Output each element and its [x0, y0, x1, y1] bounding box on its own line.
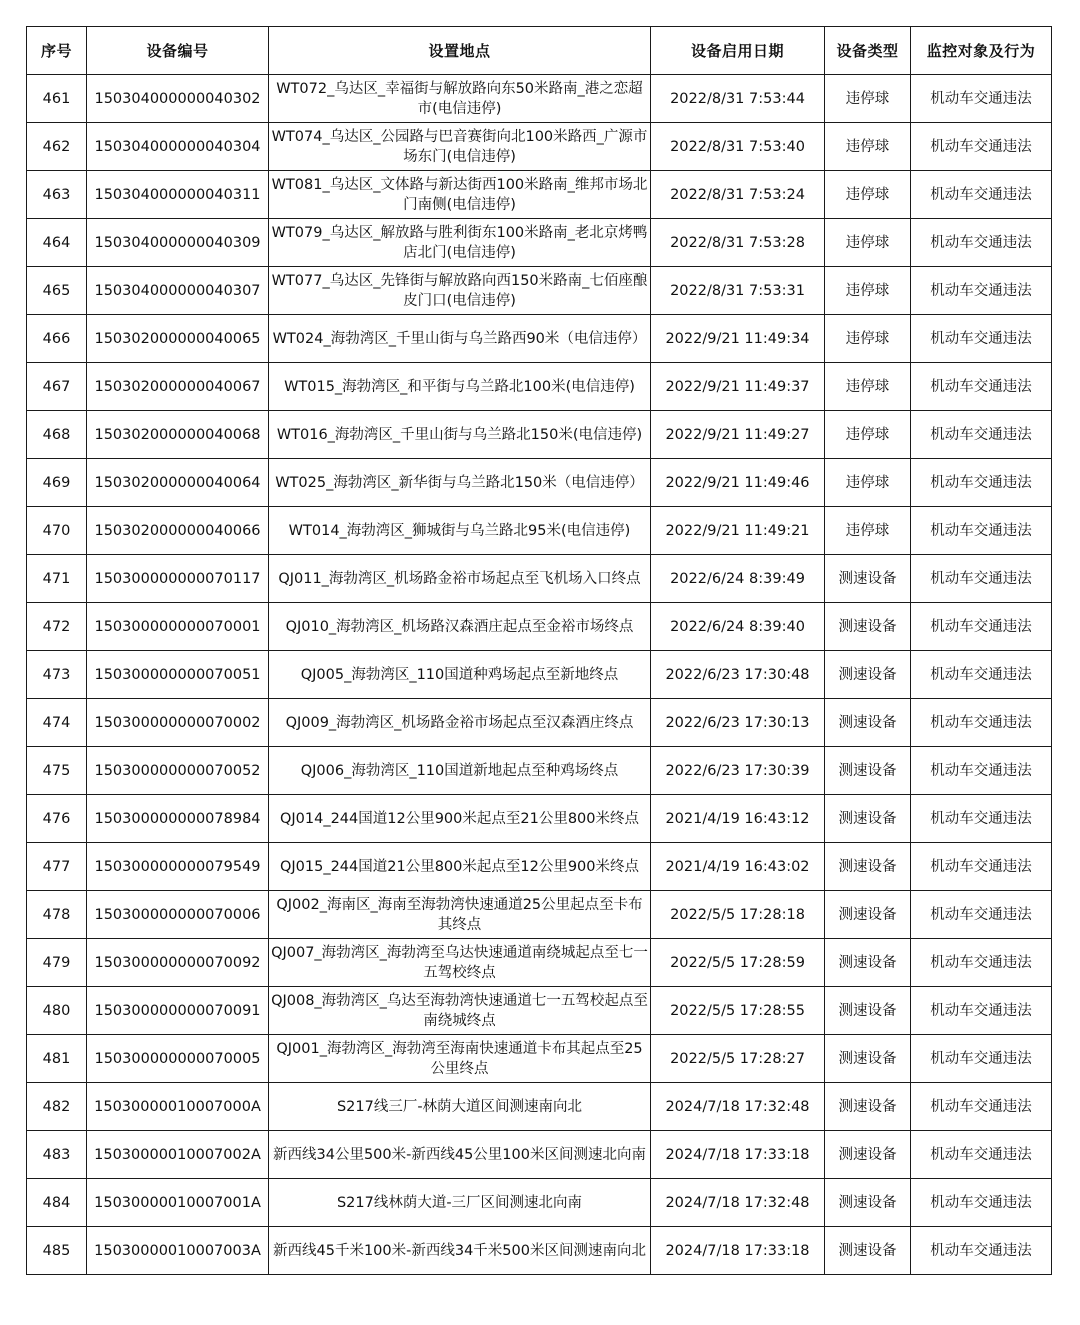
cell-location: QJ005_海勃湾区_110国道种鸡场起点至新地终点: [269, 651, 651, 699]
cell-seq: 471: [27, 555, 87, 603]
cell-device-type: 测速设备: [825, 1131, 911, 1179]
cell-device-type: 测速设备: [825, 939, 911, 987]
table-row: [27, 795, 1052, 843]
cell-device-id: 150300000000070091: [87, 987, 269, 1035]
cell-start-date: 2022/9/21 11:49:27: [651, 411, 825, 459]
cell-device-id: 150302000000040065: [87, 315, 269, 363]
cell-seq: 470: [27, 507, 87, 555]
cell-seq: 473: [27, 651, 87, 699]
cell-seq: 467: [27, 363, 87, 411]
cell-device-type: 违停球: [825, 363, 911, 411]
cell-device-id: 150304000000040311: [87, 171, 269, 219]
cell-location: QJ010_海勃湾区_机场路汉森酒庄起点至金裕市场终点: [269, 603, 651, 651]
cell-behavior: 机动车交通违法: [911, 651, 1052, 699]
cell-behavior: 机动车交通违法: [911, 315, 1052, 363]
cell-device-id: 15030000010007002A: [87, 1131, 269, 1179]
table-row: [27, 699, 1052, 747]
cell-seq: 485: [27, 1227, 87, 1275]
cell-start-date: 2021/4/19 16:43:02: [651, 843, 825, 891]
cell-behavior: 机动车交通违法: [911, 747, 1052, 795]
cell-device-type: 测速设备: [825, 843, 911, 891]
cell-behavior: 机动车交通违法: [911, 987, 1052, 1035]
cell-device-type: 违停球: [825, 507, 911, 555]
cell-location: QJ015_244国道21公里800米起点至12公里900米终点: [269, 843, 651, 891]
cell-seq: 475: [27, 747, 87, 795]
table-row: [27, 747, 1052, 795]
cell-device-id: 15030000010007003A: [87, 1227, 269, 1275]
cell-behavior: 机动车交通违法: [911, 843, 1052, 891]
cell-device-type: 测速设备: [825, 795, 911, 843]
table-row: [27, 1131, 1052, 1179]
cell-start-date: 2022/8/31 7:53:40: [651, 123, 825, 171]
cell-behavior: 机动车交通违法: [911, 75, 1052, 123]
cell-behavior: 机动车交通违法: [911, 1083, 1052, 1131]
cell-seq: 465: [27, 267, 87, 315]
header-device-id: 设备编号: [87, 27, 269, 75]
cell-device-type: 测速设备: [825, 747, 911, 795]
cell-behavior: 机动车交通违法: [911, 1227, 1052, 1275]
cell-device-type: 测速设备: [825, 1035, 911, 1083]
header-device-type: 设备类型: [825, 27, 911, 75]
table-row: [27, 603, 1052, 651]
cell-seq: 484: [27, 1179, 87, 1227]
cell-start-date: 2021/4/19 16:43:12: [651, 795, 825, 843]
cell-start-date: 2022/5/5 17:28:27: [651, 1035, 825, 1083]
cell-device-id: 150302000000040066: [87, 507, 269, 555]
cell-location: WT077_乌达区_先锋街与解放路向西150米路南_七佰座酿皮门口(电信违停): [269, 267, 651, 315]
cell-seq: 482: [27, 1083, 87, 1131]
cell-behavior: 机动车交通违法: [911, 603, 1052, 651]
table-row: [27, 651, 1052, 699]
cell-start-date: 2022/6/23 17:30:48: [651, 651, 825, 699]
cell-device-type: 违停球: [825, 171, 911, 219]
table-row: [27, 843, 1052, 891]
cell-seq: 472: [27, 603, 87, 651]
cell-seq: 463: [27, 171, 87, 219]
cell-location: WT025_海勃湾区_新华街与乌兰路北150米（电信违停）: [269, 459, 651, 507]
cell-device-id: 150300000000078984: [87, 795, 269, 843]
header-row: [27, 27, 1052, 75]
cell-behavior: 机动车交通违法: [911, 123, 1052, 171]
cell-device-type: 违停球: [825, 267, 911, 315]
cell-seq: 479: [27, 939, 87, 987]
cell-device-id: 150300000000070002: [87, 699, 269, 747]
cell-device-type: 违停球: [825, 459, 911, 507]
cell-location: WT024_海勃湾区_千里山街与乌兰路西90米（电信违停）: [269, 315, 651, 363]
cell-location: QJ011_海勃湾区_机场路金裕市场起点至飞机场入口终点: [269, 555, 651, 603]
cell-device-id: 150302000000040068: [87, 411, 269, 459]
cell-device-type: 测速设备: [825, 891, 911, 939]
table-row: [27, 1227, 1052, 1275]
cell-start-date: 2022/9/21 11:49:46: [651, 459, 825, 507]
cell-start-date: 2024/7/18 17:32:48: [651, 1083, 825, 1131]
table-body: [27, 75, 1052, 1275]
cell-seq: 468: [27, 411, 87, 459]
cell-seq: 462: [27, 123, 87, 171]
cell-device-id: 150304000000040309: [87, 219, 269, 267]
table-row: [27, 75, 1052, 123]
cell-location: S217线三厂-林荫大道区间测速南向北: [269, 1083, 651, 1131]
cell-device-id: 150300000000070052: [87, 747, 269, 795]
cell-start-date: 2022/6/23 17:30:13: [651, 699, 825, 747]
cell-location: WT016_海勃湾区_千里山街与乌兰路北150米(电信违停): [269, 411, 651, 459]
table-row: [27, 891, 1052, 939]
table-row: [27, 123, 1052, 171]
cell-location: WT081_乌达区_文体路与新达街西100米路南_维邦市场北门南侧(电信违停): [269, 171, 651, 219]
cell-start-date: 2022/6/24 8:39:40: [651, 603, 825, 651]
cell-location: QJ001_海勃湾区_海勃湾至海南快速通道卡布其起点至25公里终点: [269, 1035, 651, 1083]
cell-start-date: 2022/5/5 17:28:18: [651, 891, 825, 939]
cell-start-date: 2022/8/31 7:53:31: [651, 267, 825, 315]
table-row: [27, 363, 1052, 411]
cell-device-id: 150300000000079549: [87, 843, 269, 891]
cell-location: S217线林荫大道-三厂区间测速北向南: [269, 1179, 651, 1227]
cell-seq: 477: [27, 843, 87, 891]
cell-start-date: 2022/6/23 17:30:39: [651, 747, 825, 795]
cell-location: QJ006_海勃湾区_110国道新地起点至种鸡场终点: [269, 747, 651, 795]
cell-device-type: 违停球: [825, 411, 911, 459]
cell-behavior: 机动车交通违法: [911, 411, 1052, 459]
cell-start-date: 2022/5/5 17:28:55: [651, 987, 825, 1035]
cell-behavior: 机动车交通违法: [911, 1179, 1052, 1227]
table-row: [27, 1083, 1052, 1131]
cell-device-type: 测速设备: [825, 1227, 911, 1275]
table-row: [27, 219, 1052, 267]
document-sheet: [26, 26, 1051, 1275]
cell-behavior: 机动车交通违法: [911, 171, 1052, 219]
cell-device-id: 150302000000040067: [87, 363, 269, 411]
cell-behavior: 机动车交通违法: [911, 219, 1052, 267]
cell-device-id: 150302000000040064: [87, 459, 269, 507]
header-behavior: 监控对象及行为: [911, 27, 1052, 75]
cell-start-date: 2022/5/5 17:28:59: [651, 939, 825, 987]
cell-location: WT014_海勃湾区_狮城街与乌兰路北95米(电信违停): [269, 507, 651, 555]
cell-start-date: 2022/6/24 8:39:49: [651, 555, 825, 603]
cell-location: 新西线45千米100米-新西线34千米500米区间测速南向北: [269, 1227, 651, 1275]
device-table: [26, 26, 1052, 1275]
cell-device-id: 150300000000070092: [87, 939, 269, 987]
table-row: [27, 267, 1052, 315]
cell-behavior: 机动车交通违法: [911, 939, 1052, 987]
cell-seq: 483: [27, 1131, 87, 1179]
cell-seq: 464: [27, 219, 87, 267]
cell-start-date: 2022/9/21 11:49:37: [651, 363, 825, 411]
cell-device-id: 150300000000070006: [87, 891, 269, 939]
cell-device-type: 违停球: [825, 123, 911, 171]
cell-device-type: 违停球: [825, 219, 911, 267]
cell-device-id: 150304000000040302: [87, 75, 269, 123]
cell-device-type: 违停球: [825, 315, 911, 363]
cell-location: WT072_乌达区_幸福街与解放路向东50米路南_港之恋超市(电信违停): [269, 75, 651, 123]
cell-device-type: 测速设备: [825, 555, 911, 603]
cell-behavior: 机动车交通违法: [911, 891, 1052, 939]
table-row: [27, 507, 1052, 555]
cell-seq: 480: [27, 987, 87, 1035]
cell-start-date: 2024/7/18 17:33:18: [651, 1131, 825, 1179]
cell-behavior: 机动车交通违法: [911, 1131, 1052, 1179]
header-start-date: 设备启用日期: [651, 27, 825, 75]
cell-seq: 461: [27, 75, 87, 123]
cell-behavior: 机动车交通违法: [911, 699, 1052, 747]
cell-device-id: 15030000010007001A: [87, 1179, 269, 1227]
table-row: [27, 555, 1052, 603]
table-row: [27, 459, 1052, 507]
cell-behavior: 机动车交通违法: [911, 507, 1052, 555]
cell-seq: 481: [27, 1035, 87, 1083]
cell-device-id: 15030000010007000A: [87, 1083, 269, 1131]
cell-device-id: 150300000000070005: [87, 1035, 269, 1083]
cell-device-id: 150304000000040304: [87, 123, 269, 171]
cell-start-date: 2024/7/18 17:33:18: [651, 1227, 825, 1275]
cell-device-type: 测速设备: [825, 603, 911, 651]
cell-behavior: 机动车交通违法: [911, 267, 1052, 315]
table-row: [27, 987, 1052, 1035]
cell-start-date: 2022/9/21 11:49:21: [651, 507, 825, 555]
cell-start-date: 2022/8/31 7:53:28: [651, 219, 825, 267]
cell-start-date: 2022/8/31 7:53:24: [651, 171, 825, 219]
cell-seq: 478: [27, 891, 87, 939]
cell-behavior: 机动车交通违法: [911, 1035, 1052, 1083]
cell-location: QJ008_海勃湾区_乌达至海勃湾快速通道七一五驾校起点至南绕城终点: [269, 987, 651, 1035]
cell-device-id: 150304000000040307: [87, 267, 269, 315]
cell-seq: 466: [27, 315, 87, 363]
cell-seq: 469: [27, 459, 87, 507]
cell-device-type: 违停球: [825, 75, 911, 123]
cell-device-type: 测速设备: [825, 699, 911, 747]
cell-behavior: 机动车交通违法: [911, 363, 1052, 411]
table-row: [27, 1179, 1052, 1227]
cell-behavior: 机动车交通违法: [911, 555, 1052, 603]
cell-device-id: 150300000000070001: [87, 603, 269, 651]
cell-behavior: 机动车交通违法: [911, 795, 1052, 843]
header-seq: 序号: [27, 27, 87, 75]
cell-location: QJ009_海勃湾区_机场路金裕市场起点至汉森酒庄终点: [269, 699, 651, 747]
table-row: [27, 939, 1052, 987]
cell-location: WT015_海勃湾区_和平街与乌兰路北100米(电信违停): [269, 363, 651, 411]
cell-start-date: 2022/8/31 7:53:44: [651, 75, 825, 123]
header-location: 设置地点: [269, 27, 651, 75]
cell-device-type: 测速设备: [825, 651, 911, 699]
cell-location: WT074_乌达区_公园路与巴音赛街向北100米路西_广源市场东门(电信违停): [269, 123, 651, 171]
cell-device-type: 测速设备: [825, 1179, 911, 1227]
cell-start-date: 2022/9/21 11:49:34: [651, 315, 825, 363]
table-row: [27, 1035, 1052, 1083]
cell-device-id: 150300000000070051: [87, 651, 269, 699]
cell-location: QJ014_244国道12公里900米起点至21公里800米终点: [269, 795, 651, 843]
table-row: [27, 315, 1052, 363]
table-row: [27, 411, 1052, 459]
cell-device-id: 150300000000070117: [87, 555, 269, 603]
cell-location: 新西线34公里500米-新西线45公里100米区间测速北向南: [269, 1131, 651, 1179]
cell-seq: 476: [27, 795, 87, 843]
cell-location: QJ007_海勃湾区_海勃湾至乌达快速通道南绕城起点至七一五驾校终点: [269, 939, 651, 987]
cell-start-date: 2024/7/18 17:32:48: [651, 1179, 825, 1227]
table-row: [27, 171, 1052, 219]
cell-location: QJ002_海南区_海南至海勃湾快速通道25公里起点至卡布其终点: [269, 891, 651, 939]
cell-device-type: 测速设备: [825, 1083, 911, 1131]
cell-location: WT079_乌达区_解放路与胜利街东100米路南_老北京烤鸭店北门(电信违停): [269, 219, 651, 267]
cell-behavior: 机动车交通违法: [911, 459, 1052, 507]
cell-device-type: 测速设备: [825, 987, 911, 1035]
cell-seq: 474: [27, 699, 87, 747]
